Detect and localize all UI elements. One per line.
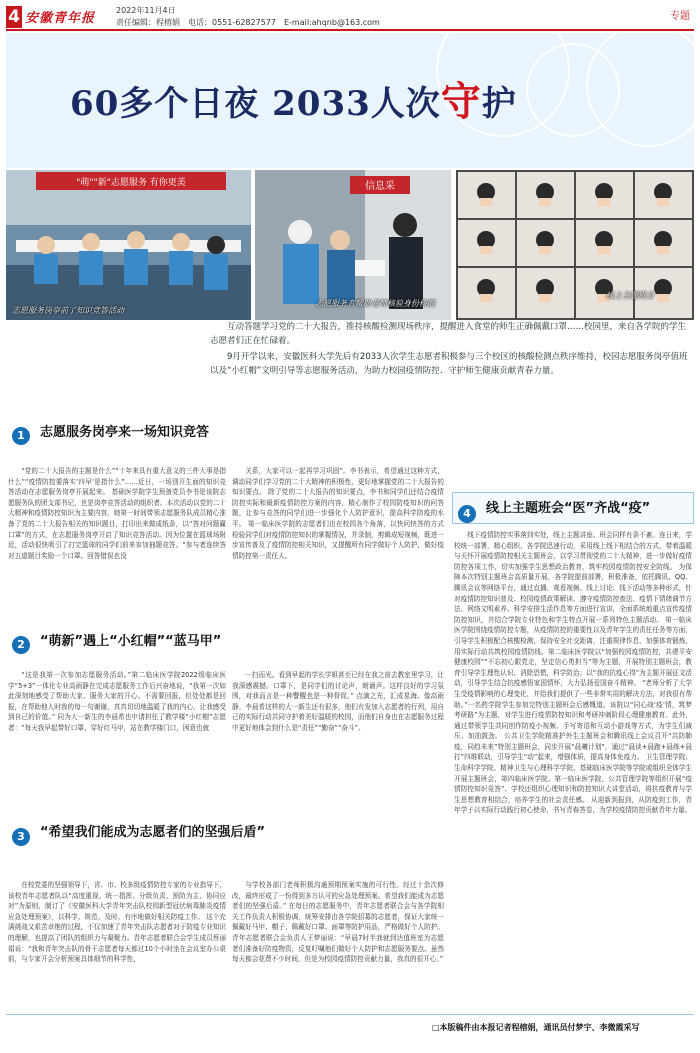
editor-contact: 责任编辑：程榕娟 电话：0551-62827577 E-mail:ahqnb@163.com <box>116 18 380 27</box>
poster-text: 信息采 <box>365 181 395 192</box>
section4-column <box>454 530 692 1008</box>
paper-name: 安徽青年报 <box>25 11 96 26</box>
section3-column1 <box>8 880 226 1012</box>
byline-note: □本版稿件由本报记者程榕娟，通讯员付梦宇、李微霞采写 <box>432 1023 640 1032</box>
headline-highlight: 守 <box>440 78 482 125</box>
footer-rule <box>6 1014 694 1015</box>
photo-caption-right: 线上主题班会 <box>606 291 654 300</box>
section-title: “希望我们能成为志愿者们的坚强后盾” <box>40 825 266 840</box>
masthead-rule <box>6 29 694 31</box>
section-number: 1 <box>12 427 30 445</box>
body-text: 在校党委的坚强领导下，省、市、校多级疫情防控专家的专业指导下，该校青年志愿者队以“高度重视、统一指挥、分级负责、预防为主、协同应对”为原则，制订了《安徽医科大学青年突击队校园新型冠状病毒肺炎疫情应急处理预案》，以科学、规范、及时、有序地做好相关防疫工作。 这个充满挑战又艰苦卓绝的过程，不仅加速了青年突击队志愿者对于防疫专业知识的理解，也提高了团队的组织力与凝聚力。青年志愿者联合会学生成员蔡丽娟说：“我和青年突击队的骨干志愿者每天都过10个小时坐在会议室办公桌前，与专家开会分析预案具体细节的科学性， <box>8 881 226 964</box>
headline-part1: 60多个日夜 2033人次 <box>70 84 441 124</box>
body-text: 线下疫情防控实事落到实处，线上主题讲座、班会同样有条不紊。连日来，学校统一部署，精心组织，各学院迅速行动，采用线上线下相结合的方式，带着温暖与关怀开展疫情防控相关主题班会，以学习贯彻党的二十大精神，进一步做好疫情防控各项工作，切实加强学生思想政治教育，筑牢校园疫情防控安全防线。 为保障本次特别主题班会高质量开展，各学院提前部署，积极准备，依托腾讯、QQ、腾讯会议等网络平台，通过直播、观看视频、线上讨论、线下活动等多种形式，针对疫情防控知识普及、校园疫情政策解读、遵守疫情防控查法、疫情下情绪调节方法、网络文明素养、科学安排生活作息等方面进行宣讲，全面系统地重点宣传疫情防控知识，并结合学院专业特色和学生特点开展一系列特色主题活动。 第一临床医学院围绕疫情防控专题，从疫情防控的重要性以及青年学生的责任任务等方面，引导学生积极配合核酸检测，保持安全社交距离，注重规律作息，加强体育锻炼，用实际行动共筑校园疫情防线。第二临床医学院以“加强校园疫情防控，共建平安健康校园”“不忘初心跟党走，坚定信心勇担当”等为主题，开展特别主题班会，教育引导学生理性认识、消除恐慌，科学防治；以“我的抗疫心得”为主题开展征文活动，引导学生结合抗疫感悟家国情怀，大力弘扬爱国奋斗精神。 “老师分析了大学生受疫情影响的心理变化，并给我们提供了一些非常实用的解决方法，对我很有帮助。”一名药学院学生参加完特别主题班会后感慨道。该院以“同心战‘疫’情，筑梦考研路”为主题，对学生进行疫情防控知识和考研冲刺阶段心理健康教育。此外，通过带领学生共同创作防疫小视频、手写寄语和互动小游戏等方式，为学生们减压、加油鼓劲。 公共卫生学院精准护外生主题班会和腾讯线上会议召开“共防肺疫，同趋未来”特别主题班会，同步开展“晨曦计划”，通过“晨读+晨跑+晨练+晨打”四维联动，引导学生“动”起来，增强体质，提高身体免疫力。 卫生管理学院、生命科学学院、精神卫生与心理科学学院、基础临床医学院等学院或组织全体学生开展主题班会，第四临床医学院、第一临床医学院、公共管理学院等组织开展“疫情防控知识竞答”、学校还组织心理知识和防控知识大讲堂活动，将抗疫教育与学生思想教育相结合，培养学生的社会责任感。 从迎新到报到，从防疫到工作，青年学子以实际行动践行初心使命，书写青春答卷，为学校疫情防控贡献青年力量。 <box>454 531 692 815</box>
section2-column2 <box>232 670 444 792</box>
intro-paragraph: 9月开学以来，安徽医科大学先后有2033人次学生志愿者积极参与三个校区的核酸检测点秩序维持，校园志愿服务岗亭值班以及“小红帽”文明引导等志愿服务活动，为助力校园疫情防控、守护师生健康贡献青春力量。 <box>210 352 688 376</box>
section-number: 4 <box>458 505 476 523</box>
section-title: 线上主题班会“医”齐战“疫” <box>486 501 651 516</box>
decor-ring <box>586 33 694 147</box>
intro-paragraph: 互动答题学习党的二十大报告，推持核酸检测现场秩序，提醒进入食堂的师生正确佩戴口罩……校园里，来自各学院的学生志愿者们正在忙碌着。 <box>210 322 687 346</box>
section2-column1 <box>8 670 226 792</box>
photo-caption-left: 志愿服务岗亭前了知识竞答活动 <box>12 306 124 315</box>
section1-column1 <box>8 466 226 624</box>
section-title: 志愿服务岗亭来一场知识竞答 <box>40 425 210 440</box>
intro-lede <box>210 320 690 380</box>
body-text: 一扫而光。看到早起的学长学姐甚至已经在我之前去教室里学习，让我深感震撼。口罩下，是同学们的讨论声，朗诵声。这样良好的学习氛围，对我而言是一种警醒也是一种督促。” 点滴之光，汇成星海。像高雨静、李晨希这样的大一新生还有很多，他们有发加入志愿者的行列，用自己的实际行动共同守护着美好温暖的校园，而他们自身也在志愿服务过程中更好地体会到什么是“责任”“勤奋”“奋斗”。 <box>232 671 444 732</box>
section-number: 3 <box>12 828 30 846</box>
section-tag: 专题 <box>670 11 690 22</box>
body-text: “党的二十大报告的主题是什么”“十年来具有重大意义的三件大事是指什么”“疫情防控要落实‘四早’是指什么”……近日，一场别开生面的知识竞答活动在志愿服务岗亭开展起来。 基础医学院学生预备党员李书是该院志愿服务队的团支部书记，也是岗亭竞答活动的组织者。本次活动以党的二十大精神和疫情防控知识为主要内容，她第一时间带领志愿服务队成员精心准备了党的二十大报告相关的知识题目，打印出来做成纸条，以“答对问题赢口罩”的方式，在志愿服务岗亭开启了知识竞答活动。因为位置在篮球场附近，活动很快吸引了打完篮球的同学们前来参加抽题竞答。“参与者连续答对五道题目奖励一个口罩。回答错误也没 <box>8 467 226 560</box>
banner-text: "萌""新"志愿服务 有你更美 <box>76 178 186 188</box>
body-text: 与学校各部门老师积极沟通预期预案实施的可行性。经过十余次修改，最终形成了一份得到多方认可的应急处理预案。希望我们能成为志愿者们的坚强后盾。” 在每日的志愿服务中，青年志愿者联合会与各学院相关工作负责人积极协调，统筹安排由各学院招募的志愿者，保证大家统一佩戴好马甲、帽子、佩戴好口罩、面罩等防护用品，严格做好个人防护。青年志愿者联合会负责人王梦丽说：“早晨7时半我就到达值班室为志愿者们准备好防疫物资，反复叮嘱他们做好个人防护和志愿服务要点。虽然每天都会花费不少时间，但是为校园疫情防控贡献力量，我真的很开心。” <box>232 881 444 964</box>
page-headline <box>70 70 517 127</box>
section3-column2 <box>232 880 444 1012</box>
section-number: 2 <box>12 636 30 654</box>
photo-quiz-booth <box>6 170 251 320</box>
body-text: “这是我第一次参加志愿服务活动。”第二临床医学院2022级临床医学“5+3”一体化专业高雨静在完成志愿服务工作后兴奋地说，“我第一次如此深刻地感受了帮助大家、服务大家的开心。不需要回报，但处处都是回报，在帮助他人时我的每一句谢谢，真真切切地温暖了我的内心，让我感受到自己的价值。” 同为大一新生的李晨希也申请担任了教学楼“小红帽”志愿者：“每天我早起带好口罩、穿好红马甲，站在教学楼门口，困意也就 <box>8 671 226 732</box>
section-title: “萌新”遇上“小红帽”“蓝马甲” <box>40 634 222 649</box>
photo-caption-middle: 志愿服务者帮助老师核验身份核酸 <box>315 299 435 308</box>
headline-part2: 护 <box>481 84 517 124</box>
body-text: 关系，大家可以一起再学习巩固”。李书表示，希望通过这种方式，调动同学们学习党的二十大精神的积极性，更好地掌握党的二十大报告的知识要点。 除了党的二十大报告的知识要点，李书和同学们还结合疫情防控实际和最新疫情防控方案的内容，精心制作了校园防疫知识的问答题，让参与竞答的同学们进一步强化个人防护意识，提高科学防疫的水平。 第一临床医学院的志愿者们也在校园各个角落，以快问快答的方式检验同学们对疫情防控知识的掌握情况，并录制，剪辑成短视频，既进一步宣传普及了疫情防控相关知识，又提醒所有同学做好个人防护，做好疫情防控第一责任人。 <box>232 467 444 560</box>
photo-volunteer-checkpoint <box>255 170 451 320</box>
section1-column2 <box>232 466 444 624</box>
photo-online-class-meeting <box>456 170 694 320</box>
page-number: 4 <box>6 6 22 28</box>
issue-date: 2022年11月4日 <box>116 6 176 15</box>
